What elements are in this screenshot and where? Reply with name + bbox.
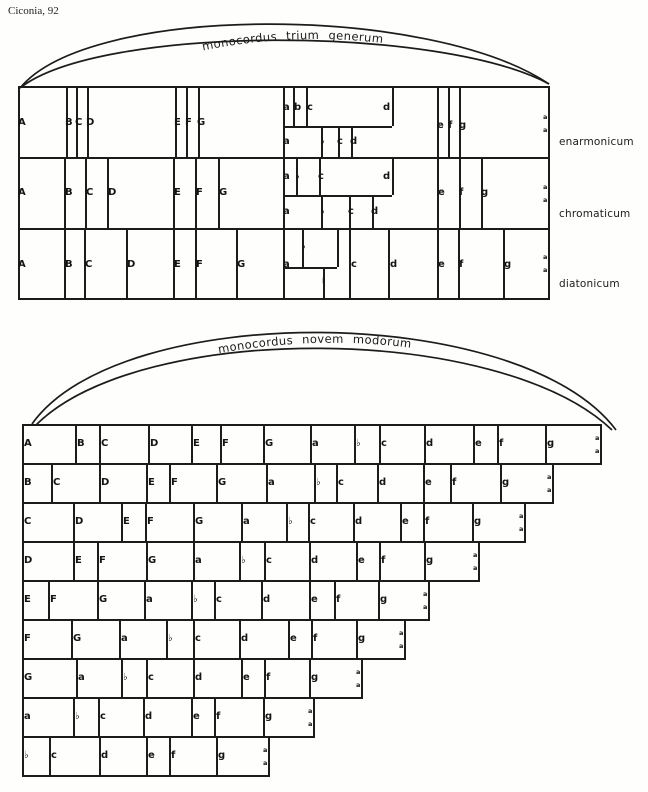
note-letter: ♭	[24, 750, 29, 761]
note-letter: ♭	[193, 594, 198, 605]
note-letter: e	[425, 477, 432, 488]
note-letter: A	[24, 438, 32, 449]
note-letter: E	[174, 117, 181, 128]
note-letter: C	[85, 259, 93, 270]
note-letter: ♭	[75, 711, 80, 722]
note-letter: f	[499, 438, 504, 449]
note-letter: c	[381, 438, 387, 449]
edge-note-aa	[543, 181, 547, 206]
note-letter: c	[195, 633, 201, 644]
note-letter: a	[283, 171, 290, 182]
note-letter: g	[474, 516, 482, 527]
note-letter: D	[75, 516, 84, 527]
note-letter: d	[350, 136, 358, 147]
note-letter: A	[18, 117, 26, 128]
note-letter: E	[123, 516, 130, 527]
note-letter: f	[171, 750, 176, 761]
edge-note-letter: a	[543, 265, 548, 274]
edge-note-letter: a	[543, 253, 548, 261]
note-letter: g	[504, 259, 512, 270]
note-letter: E	[174, 259, 181, 270]
edge-note-letter: a	[595, 446, 600, 455]
note-letter: d	[311, 555, 319, 566]
note-letter: c	[338, 477, 344, 488]
note-letter: c	[100, 711, 106, 722]
note-letter: G	[99, 594, 108, 605]
note-letter: c	[266, 555, 272, 566]
note-letter: A	[18, 259, 26, 270]
note-letter: a	[283, 136, 290, 147]
note-letter: d	[355, 516, 363, 527]
note-letter: E	[75, 555, 82, 566]
note-letter: d	[145, 711, 153, 722]
note-letter: A	[18, 187, 26, 198]
division-line	[392, 157, 394, 195]
note-letter: f	[313, 633, 318, 644]
note-letter: G	[195, 516, 204, 527]
note-letter: a	[283, 206, 290, 217]
note-letter: c	[148, 672, 154, 683]
note-letter: g	[426, 555, 434, 566]
note-letter: a	[121, 633, 128, 644]
note-letter: B	[65, 187, 73, 198]
diagram1-title-text	[201, 28, 384, 53]
note-letter: F	[99, 555, 106, 566]
note-letter: f	[459, 187, 464, 198]
note-letter: b	[294, 102, 302, 113]
note-letter: c	[216, 594, 222, 605]
edge-note-letter: a	[473, 563, 478, 572]
note-letter: c	[318, 171, 324, 182]
note-letter: d	[379, 477, 387, 488]
diagram2-title: monocordus novem modorum	[216, 331, 413, 357]
note-letter: E	[193, 438, 200, 449]
note-letter: G	[197, 117, 206, 128]
note-letter: d	[390, 259, 398, 270]
note-letter: c	[51, 750, 57, 761]
note-letter: e	[358, 555, 365, 566]
edge-note-aa	[308, 705, 312, 730]
edge-note-aa	[519, 510, 523, 535]
note-letter: g	[547, 438, 555, 449]
note-letter: f	[266, 672, 271, 683]
note-letter: g	[358, 633, 366, 644]
note-letter: E	[24, 594, 31, 605]
edge-note-letter: a	[547, 485, 552, 494]
note-letter: e	[193, 711, 200, 722]
note-letter: G	[237, 259, 246, 270]
note-letter: ♭	[320, 136, 325, 147]
note-letter: f	[425, 516, 430, 527]
note-letter: g	[265, 711, 273, 722]
edge-note-letter: a	[595, 434, 600, 442]
note-letter: c	[348, 206, 354, 217]
edge-note-aa	[543, 251, 547, 276]
note-letter: f	[216, 711, 221, 722]
note-letter: G	[73, 633, 82, 644]
note-letter: ♮	[322, 277, 326, 288]
division-line	[283, 267, 337, 269]
note-letter: a	[78, 672, 85, 683]
top-arc-inner	[20, 40, 549, 88]
edge-note-letter: a	[519, 524, 524, 533]
note-letter: d	[426, 438, 434, 449]
edge-note-letter: a	[423, 602, 428, 611]
note-letter: G	[218, 477, 227, 488]
note-letter: E	[148, 477, 155, 488]
note-letter: c	[337, 136, 343, 147]
note-letter: F	[196, 187, 203, 198]
note-letter: B	[77, 438, 85, 449]
note-letter: C	[53, 477, 61, 488]
note-letter: e	[438, 187, 445, 198]
note-letter: ♭	[301, 241, 306, 252]
note-letter: f	[452, 477, 457, 488]
edge-note-letter: a	[423, 590, 428, 598]
note-letter: d	[263, 594, 271, 605]
edge-note-letter: a	[543, 183, 548, 191]
note-letter: C	[86, 187, 94, 198]
note-letter: B	[65, 117, 73, 128]
edge-note-letter: a	[473, 551, 478, 559]
diagram1-title: monocordus trium generum	[200, 28, 385, 54]
note-letter: a	[268, 477, 275, 488]
note-letter: C	[24, 516, 32, 527]
note-letter: f	[459, 259, 464, 270]
note-letter: g	[481, 187, 489, 198]
bottom-arc-inner	[36, 348, 612, 430]
edge-note-letter: a	[543, 125, 548, 134]
band-label-chromaticum: chromaticum	[559, 208, 631, 220]
edge-note-aa	[543, 111, 547, 136]
note-letter: F	[222, 438, 229, 449]
note-letter: ♭	[288, 516, 293, 527]
note-letter: G	[24, 672, 33, 683]
note-letter: F	[171, 477, 178, 488]
note-letter: e	[437, 120, 444, 131]
edge-note-aa	[356, 666, 360, 691]
note-letter: e	[438, 259, 445, 270]
edge-note-letter: a	[519, 512, 524, 520]
edge-note-letter: a	[356, 668, 361, 676]
note-letter: F	[50, 594, 57, 605]
mode-row	[22, 541, 480, 582]
note-letter: c	[351, 259, 357, 270]
note-letter: f	[381, 555, 386, 566]
note-letter: d	[383, 171, 391, 182]
note-letter: D	[101, 477, 110, 488]
band-label-diatonicum: diatonicum	[559, 278, 620, 290]
note-letter: a	[146, 594, 153, 605]
note-letter: f	[336, 594, 341, 605]
note-letter: F	[196, 259, 203, 270]
note-letter: g	[502, 477, 510, 488]
edge-note-letter: a	[543, 195, 548, 204]
division-line	[283, 195, 392, 197]
note-letter: D	[86, 117, 95, 128]
note-letter: g	[459, 120, 467, 131]
note-letter: ♭	[168, 633, 173, 644]
note-letter: g	[380, 594, 388, 605]
division-line	[392, 86, 394, 126]
note-letter: G	[148, 555, 157, 566]
edge-note-letter: a	[308, 719, 313, 728]
note-letter: d	[195, 672, 203, 683]
note-letter: ♭	[295, 171, 300, 182]
mode-row	[22, 580, 430, 621]
edge-note-letter: a	[543, 113, 548, 121]
edge-note-letter: a	[399, 629, 404, 637]
note-letter: d	[383, 102, 391, 113]
edge-note-aa	[399, 627, 403, 652]
note-letter: D	[150, 438, 159, 449]
edge-note-letter: a	[356, 680, 361, 689]
edge-note-aa	[473, 549, 477, 574]
edge-note-letter: a	[399, 641, 404, 650]
note-letter: F	[185, 117, 192, 128]
note-letter: e	[311, 594, 318, 605]
note-letter: F	[24, 633, 31, 644]
note-letter: e	[243, 672, 250, 683]
note-letter: e	[290, 633, 297, 644]
mode-row	[22, 502, 526, 543]
note-letter: a	[283, 102, 290, 113]
note-letter: ♭	[320, 206, 325, 217]
note-letter: E	[174, 187, 181, 198]
note-letter: a	[195, 555, 202, 566]
note-letter: d	[101, 750, 109, 761]
note-letter: a	[24, 711, 31, 722]
edge-note-aa	[263, 744, 267, 769]
note-letter: D	[127, 259, 136, 270]
note-letter: C	[101, 438, 109, 449]
edge-note-letter: a	[308, 707, 313, 715]
note-letter: c	[310, 516, 316, 527]
division-line	[283, 126, 392, 128]
edge-note-aa	[595, 432, 599, 457]
edge-note-aa	[547, 471, 551, 496]
note-letter: G	[265, 438, 274, 449]
note-letter: B	[24, 477, 32, 488]
edge-note-letter: a	[263, 758, 268, 767]
note-letter: f	[448, 120, 453, 131]
note-letter: c	[307, 102, 313, 113]
note-letter: e	[402, 516, 409, 527]
page-citation: Ciconia, 92	[8, 5, 59, 17]
note-letter: e	[475, 438, 482, 449]
note-letter: ♭	[123, 672, 128, 683]
note-letter: g	[311, 672, 319, 683]
note-letter: e	[148, 750, 155, 761]
band-label-enarmonicum: enarmonicum	[559, 136, 634, 148]
note-letter: a	[312, 438, 319, 449]
note-letter: D	[108, 187, 117, 198]
division-line	[337, 228, 339, 267]
note-letter: ♭	[241, 555, 246, 566]
edge-note-aa	[423, 588, 427, 613]
note-letter: d	[371, 206, 379, 217]
note-letter: G	[219, 187, 228, 198]
note-letter: F	[147, 516, 154, 527]
edge-note-letter: a	[263, 746, 268, 754]
note-letter: d	[241, 633, 249, 644]
note-letter: D	[24, 555, 33, 566]
note-letter: a	[243, 516, 250, 527]
note-letter: ♭	[356, 438, 361, 449]
note-letter: g	[218, 750, 226, 761]
note-letter: C	[75, 117, 83, 128]
edge-note-letter: a	[547, 473, 552, 481]
note-letter: a	[283, 259, 290, 270]
note-letter: B	[65, 259, 73, 270]
note-letter: ♭	[316, 477, 321, 488]
